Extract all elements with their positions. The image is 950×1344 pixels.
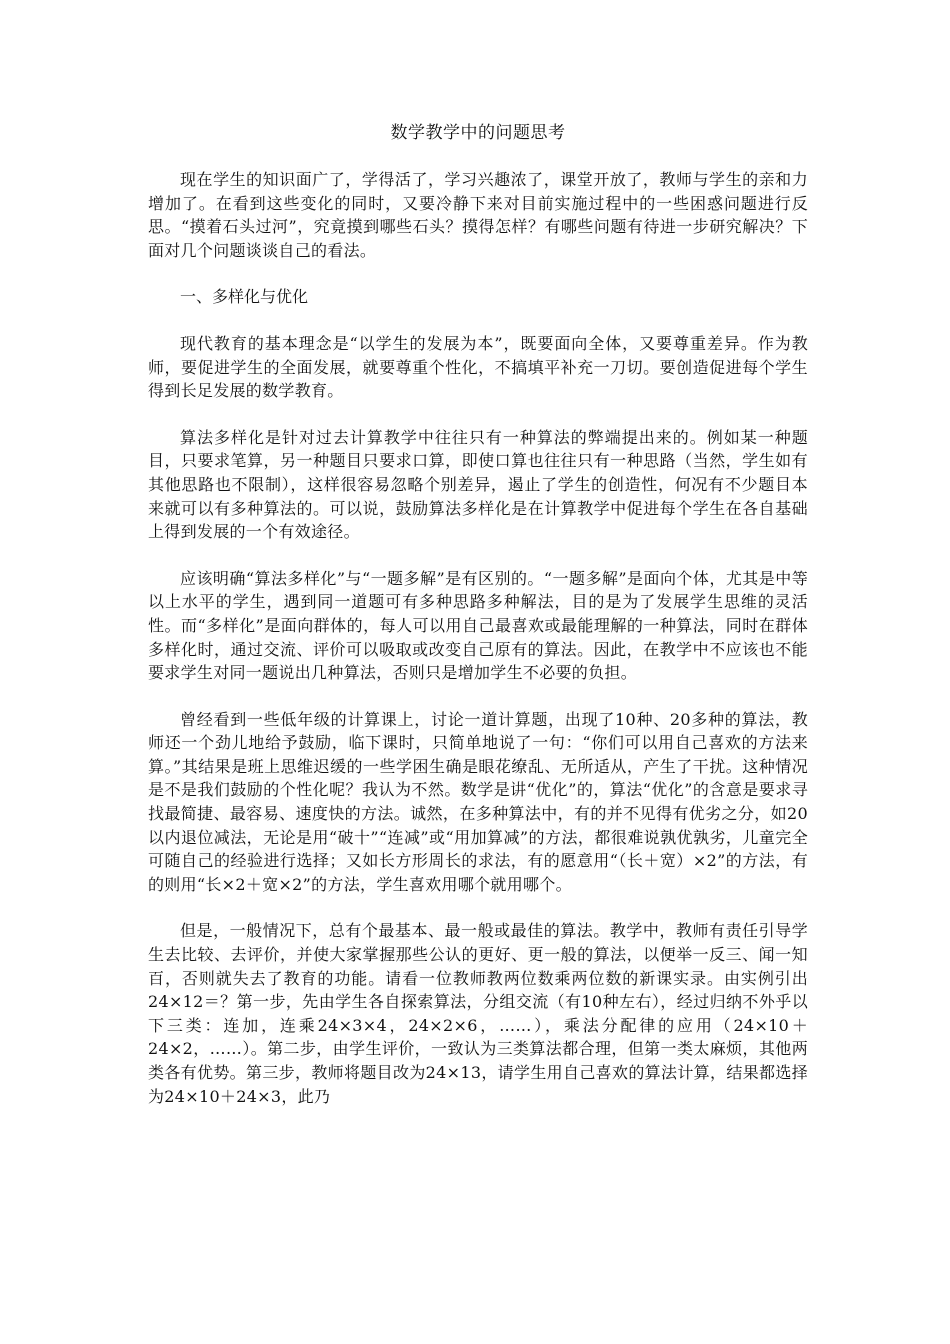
document-title: 数学教学中的问题思考 bbox=[390, 123, 566, 143]
paragraph-4: 曾经看到一些低年级的计算课上，讨论一道计算题，出现了10种、20多种的算法，教师还一个劲儿地给予鼓励，临下课时，只简单地说了一句：“你们可以用自己喜欢的方法来算。”其结果是班上思维迟缓的一些学困生确是眼花缭乱、无所适从，产生了干扰。这种情况是不是我们鼓励的个性化呢？我认为不然。数学是讲“优化”的，算法“优化”的含意是要求寻找最简捷、最容易、速度快的方法。诚然，在多种算法中，有的并不见得有优劣之分，如20以内退位减法，无论是用“破十”“连减”或“用加算减”的方法，都很难说孰优孰劣，儿童完全可随自己的经验进行选择；又如长方形周长的求法，有的愿意用“（长＋宽）×2”的方法，有的则用“长×2＋宽×2”的方法，学生喜欢用哪个就用哪个。 bbox=[148, 709, 808, 894]
paragraph-5: 但是，一般情况下，总有个最基本、最一般或最佳的算法。教学中，教师有责任引导学生去比较、去评价，并使大家掌握那些公认的更好、更一般的算法，以便举一反三、闻一知百，否则就失去了教育的功能。请看一位教师教两位数乘两位数的新课实录。由实例引出24×12＝？第一步，先由学生各自探索算法，分组交流（有10种左右），经过归纳不外乎以下三类：连加，连乘24×3×4，24×2×6，……），乘法分配律的应用（24×10＋24×2，……）。第二步，由学生评价，一致认为三类算法都合理，但第一类太麻烦，其他两类各有优势。第三步，教师将题目改为24×13，请学生用自己喜欢的算法计算，结果都选择为24×10＋24×3，此乃 bbox=[148, 921, 808, 1106]
paragraph-1: 现代教育的基本理念是“以学生的发展为本”，既要面向全体，又要尊重差异。作为教师，要促进学生的全面发展，就要尊重个性化，不搞填平补充一刀切。要创造促进每个学生得到长足发展的数学教育。 bbox=[148, 333, 808, 401]
paragraph-2: 算法多样化是针对过去计算教学中往往只有一种算法的弊端提出来的。例如某一种题目，只要求笔算，另一种题目只要求口算，即使口算也往往只有一种思路（当然，学生如有其他思路也不限制），这样很容易忽略个别差异，遏止了学生的创造性，何况有不少题目本来就可以有多种算法的。可以说，鼓励算法多样化是在计算教学中促进每个学生在各自基础上得到发展的一个有效途径。 bbox=[148, 427, 808, 542]
section-heading: 一、多样化与优化 bbox=[180, 287, 309, 307]
document-page bbox=[148, 120, 808, 1131]
intro-paragraph: 现在学生的知识面广了，学得活了，学习兴趣浓了，课堂开放了，教师与学生的亲和力增加了。在看到这些变化的同时，又要冷静下来对目前实施过程中的一些困惑问题进行反思。“摸着石头过河”，究竟摸到哪些石头？摸得怎样？有哪些问题有待进一步研究解决？下面对几个问题谈谈自己的看法。 bbox=[148, 170, 808, 260]
paragraph-3: 应该明确“算法多样化”与“一题多解”是有区别的。“一题多解”是面向个体，尤其是中等以上水平的学生，遇到同一道题可有多种思路多种解法，目的是为了发展学生思维的灵活性。而“多样化”是面向群体的，每人可以用自己最喜欢或最能理解的一种算法，同时在群体多样化时，通过交流、评价可以吸取或改变自己原有的算法。因此，在教学中不应该也不能要求学生对同一题说出几种算法，否则只是增加学生不必要的负担。 bbox=[148, 568, 808, 683]
